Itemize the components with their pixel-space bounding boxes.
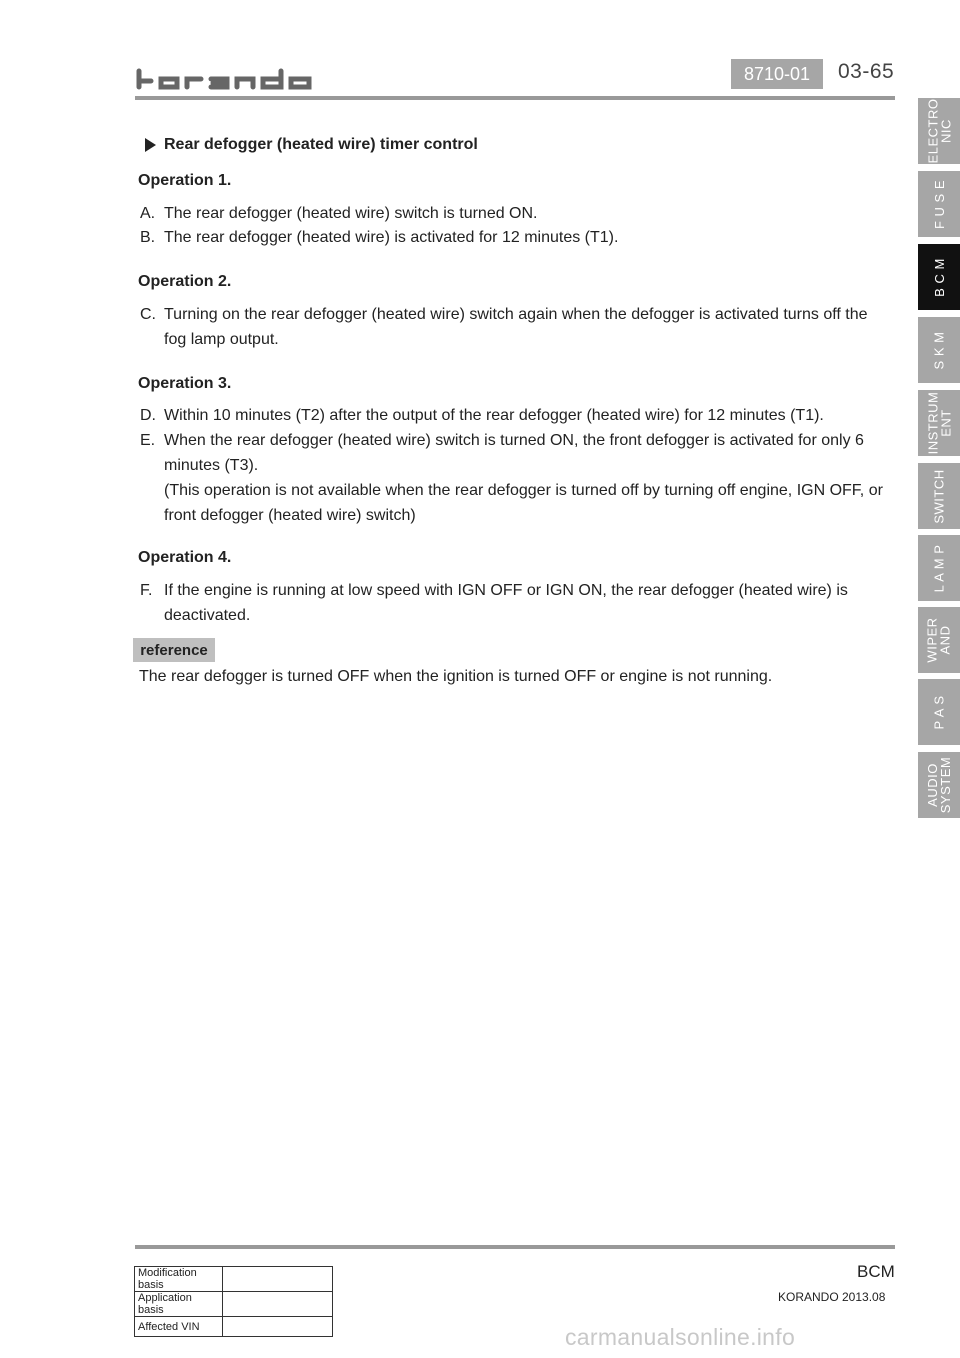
item-letter: F.	[140, 582, 153, 599]
triangle-bullet-icon	[145, 138, 156, 152]
side-tab-label: P A S	[931, 694, 947, 730]
item-text: If the engine is running at low speed with IGN OFF or IGN ON, the rear defogger (heated wire) is deactivated.	[164, 582, 848, 624]
footer-divider	[135, 1245, 895, 1249]
side-tab-label: B C M	[931, 257, 947, 297]
basis-value	[223, 1317, 333, 1337]
side-tab-label: INSTRUM ENT	[925, 391, 953, 455]
item-letter: E.	[140, 432, 156, 449]
basis-value	[223, 1267, 333, 1292]
side-tab-label: WIPER AND	[925, 617, 953, 663]
side-tab-electronic[interactable]	[918, 98, 960, 164]
side-tab-label: AUDIO SYSTEM	[925, 756, 953, 814]
side-tab-skm[interactable]	[918, 317, 960, 383]
item-letter: B.	[140, 229, 156, 246]
page-number: 03-65	[838, 60, 895, 83]
operation-item-e	[140, 428, 900, 528]
operation-4-heading: Operation 4.	[138, 549, 232, 566]
header-divider	[135, 96, 895, 100]
side-tab-instrument[interactable]	[918, 390, 960, 456]
operation-item-d	[140, 403, 900, 428]
side-tab-lamp[interactable]	[918, 535, 960, 601]
basis-table	[134, 1266, 333, 1337]
operation-3-heading: Operation 3.	[138, 375, 232, 392]
item-text: The rear defogger (heated wire) switch is turned ON.	[164, 205, 538, 222]
operation-1-heading: Operation 1.	[138, 172, 232, 189]
side-tab-label: F U S E	[931, 179, 947, 229]
item-letter: D.	[140, 407, 156, 424]
doc-code-badge: 8710-01	[731, 59, 823, 89]
basis-value	[223, 1292, 333, 1317]
basis-label: Modification basis	[135, 1267, 223, 1292]
korando-logo	[135, 68, 315, 90]
item-letter: C.	[140, 306, 156, 323]
reference-badge: reference	[133, 638, 215, 662]
basis-label: Affected VIN	[135, 1317, 223, 1337]
item-text: Within 10 minutes (T2) after the output of the rear defogger (heated wire) for 12 minutes (T1).	[164, 407, 824, 424]
side-tab-wiper[interactable]	[918, 607, 960, 673]
operation-item-f	[140, 578, 875, 628]
side-tab-label: ELECTRO NIC	[925, 98, 953, 164]
footer-section-name: BCM	[857, 1262, 895, 1281]
reference-text: The rear defogger is turned OFF when the ignition is turned OFF or engine is not running.	[139, 668, 773, 685]
section-title-text: Rear defogger (heated wire) timer control	[164, 136, 478, 153]
basis-label: Application basis	[135, 1292, 223, 1317]
operation-item-c	[140, 302, 885, 352]
item-text: When the rear defogger (heated wire) switch is turned ON, the front defogger is activated for only 6 minutes (T3).	[164, 432, 864, 474]
watermark: carmanualsonline.info	[565, 1324, 796, 1350]
side-tab-fuse[interactable]	[918, 171, 960, 237]
side-tab-label: L A M P	[931, 544, 947, 592]
table-row	[135, 1267, 333, 1292]
table-row	[135, 1317, 333, 1337]
table-row	[135, 1292, 333, 1317]
side-tab-label: SWITCH	[931, 468, 947, 524]
item-note: (This operation is not available when the rear defogger is turned off by turning off engine, IGN OFF, or front defogger (heated wire) switch)	[164, 482, 883, 524]
side-tab-bcm[interactable]	[918, 244, 960, 310]
operation-item-b	[140, 225, 900, 250]
operation-item-a	[140, 201, 900, 226]
item-text: Turning on the rear defogger (heated wire) switch again when the defogger is activated turns off the fog lamp output.	[164, 306, 868, 348]
item-letter: A.	[140, 205, 156, 222]
operation-2-heading: Operation 2.	[138, 273, 232, 290]
side-tab-label: S K M	[931, 331, 947, 369]
item-text: The rear defogger (heated wire) is activated for 12 minutes (T1).	[164, 229, 619, 246]
footer-model: KORANDO 2013.08	[778, 1290, 886, 1304]
side-tab-pas[interactable]	[918, 679, 960, 745]
section-title	[145, 136, 478, 154]
side-tab-audio[interactable]	[918, 752, 960, 818]
side-tab-switch[interactable]	[918, 463, 960, 529]
